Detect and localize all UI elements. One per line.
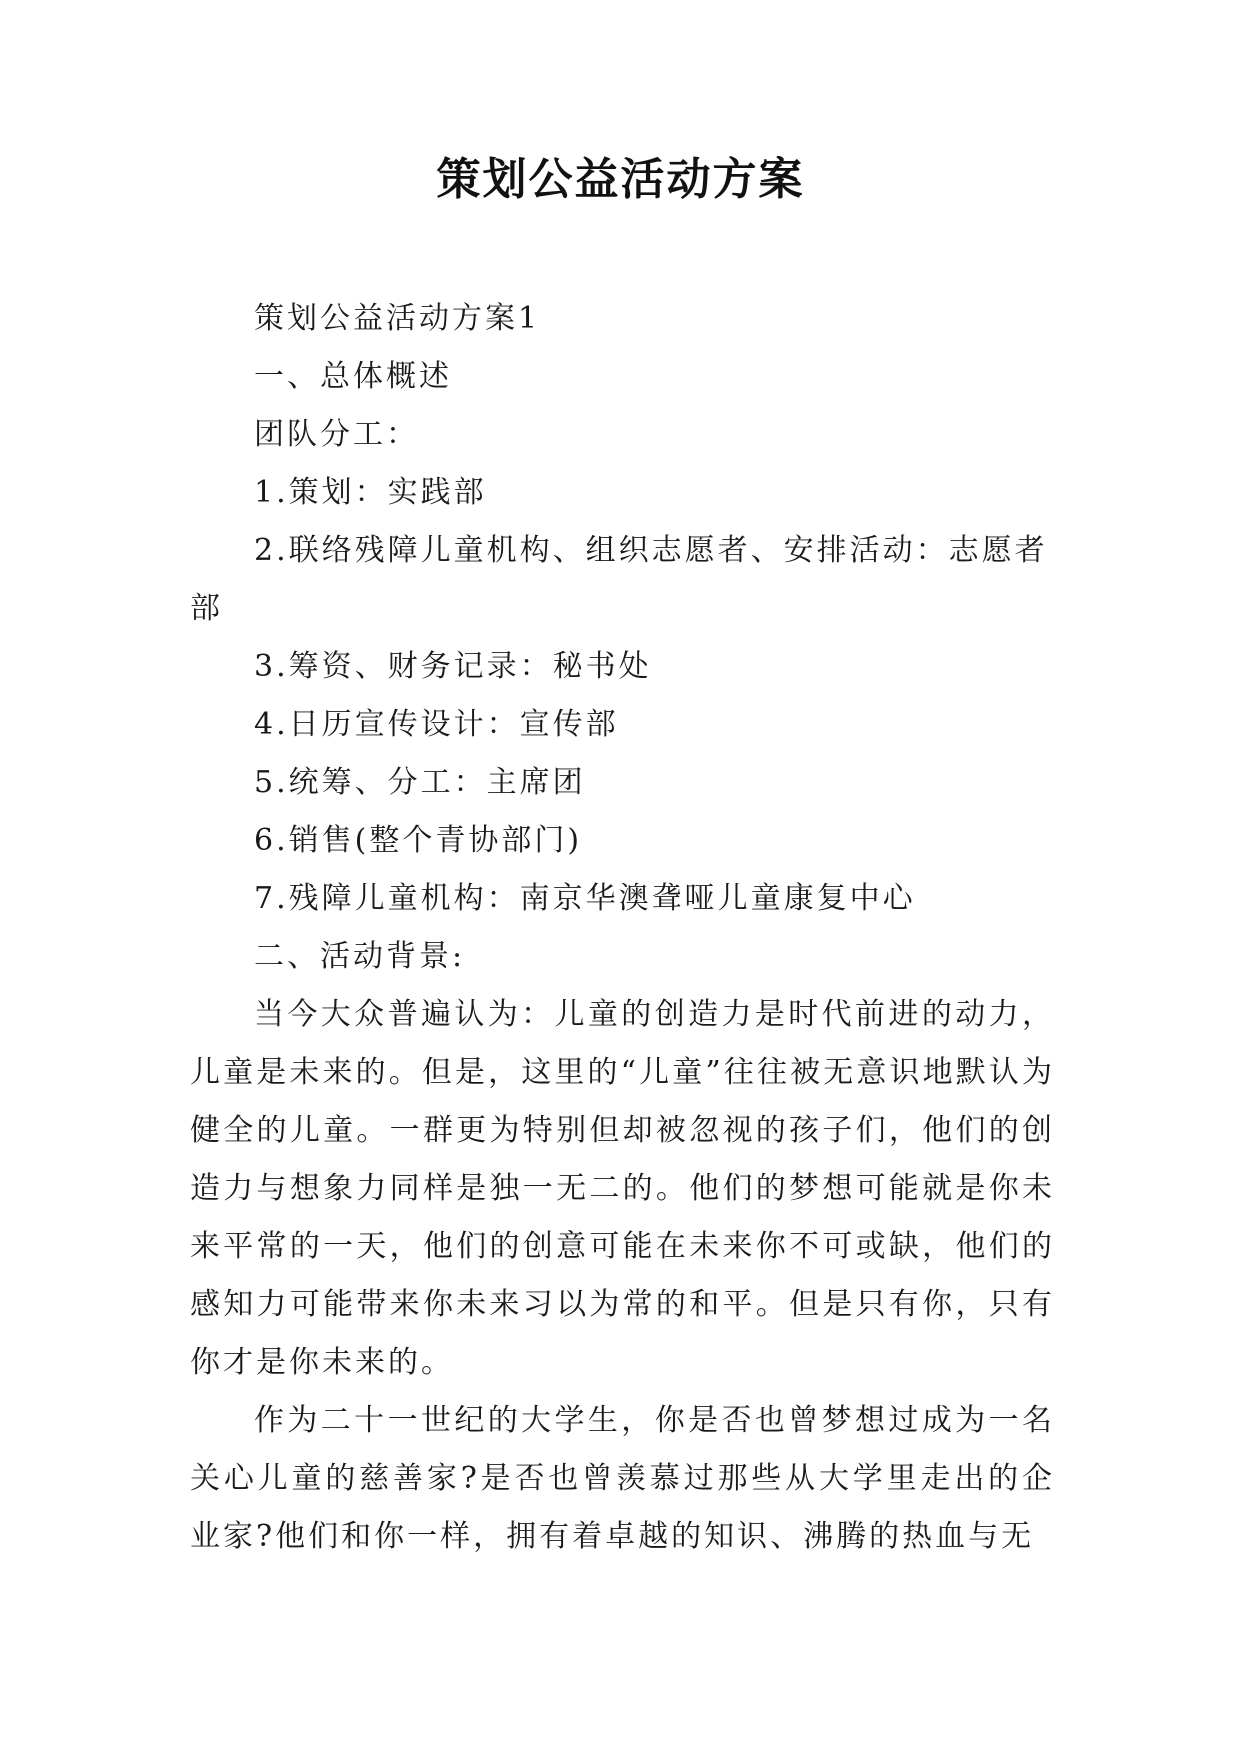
list-item: 4.日历宣传设计：宣传部	[254, 707, 619, 742]
body-paragraph: 当今大众普遍认为：儿童的创造力是时代前进的动力，儿童是未来的。但是，这里的“儿童”往往被无意识地默认为健全的儿童。一群更为特别但却被忽视的孩子们，他们的创造力与想象力同样是独一无二的。他们的梦想可能就是你未来平常的一天，他们的创意可能在未来你不可或缺，他们的感知力可能带来你未来习以为常的和平。但是只有你，只有你才是你未来的。	[190, 997, 1055, 1380]
list-item: 3.筹资、财务记录：秘书处	[254, 649, 652, 684]
list-item: 7.残障儿童机构：南京华澳聋哑儿童康复中心	[254, 881, 916, 916]
list-item: 1.策划：实践部	[254, 475, 487, 510]
list-item: 5.统筹、分工：主席团	[254, 765, 586, 800]
section-heading-background: 二、活动背景:	[254, 939, 466, 974]
team-division-label: 团队分工：	[254, 417, 419, 452]
body-paragraph: 作为二十一世纪的大学生，你是否也曾梦想过成为一名关心儿童的慈善家?是否也曾羡慕过那些从大学里走出的企业家?他们和你一样，拥有着卓越的知识、沸腾的热血与无	[190, 1403, 1055, 1554]
document-body	[190, 290, 1055, 1566]
plan-heading: 策划公益活动方案1	[254, 301, 541, 336]
list-item: 2.联络残障儿童机构、组织志愿者、安排活动：志愿者部	[190, 533, 1048, 626]
list-item: 6.销售(整个青协部门)	[254, 823, 583, 858]
document-title: 策划公益活动方案	[436, 154, 805, 205]
section-heading-overview: 一、总体概述	[254, 359, 452, 394]
